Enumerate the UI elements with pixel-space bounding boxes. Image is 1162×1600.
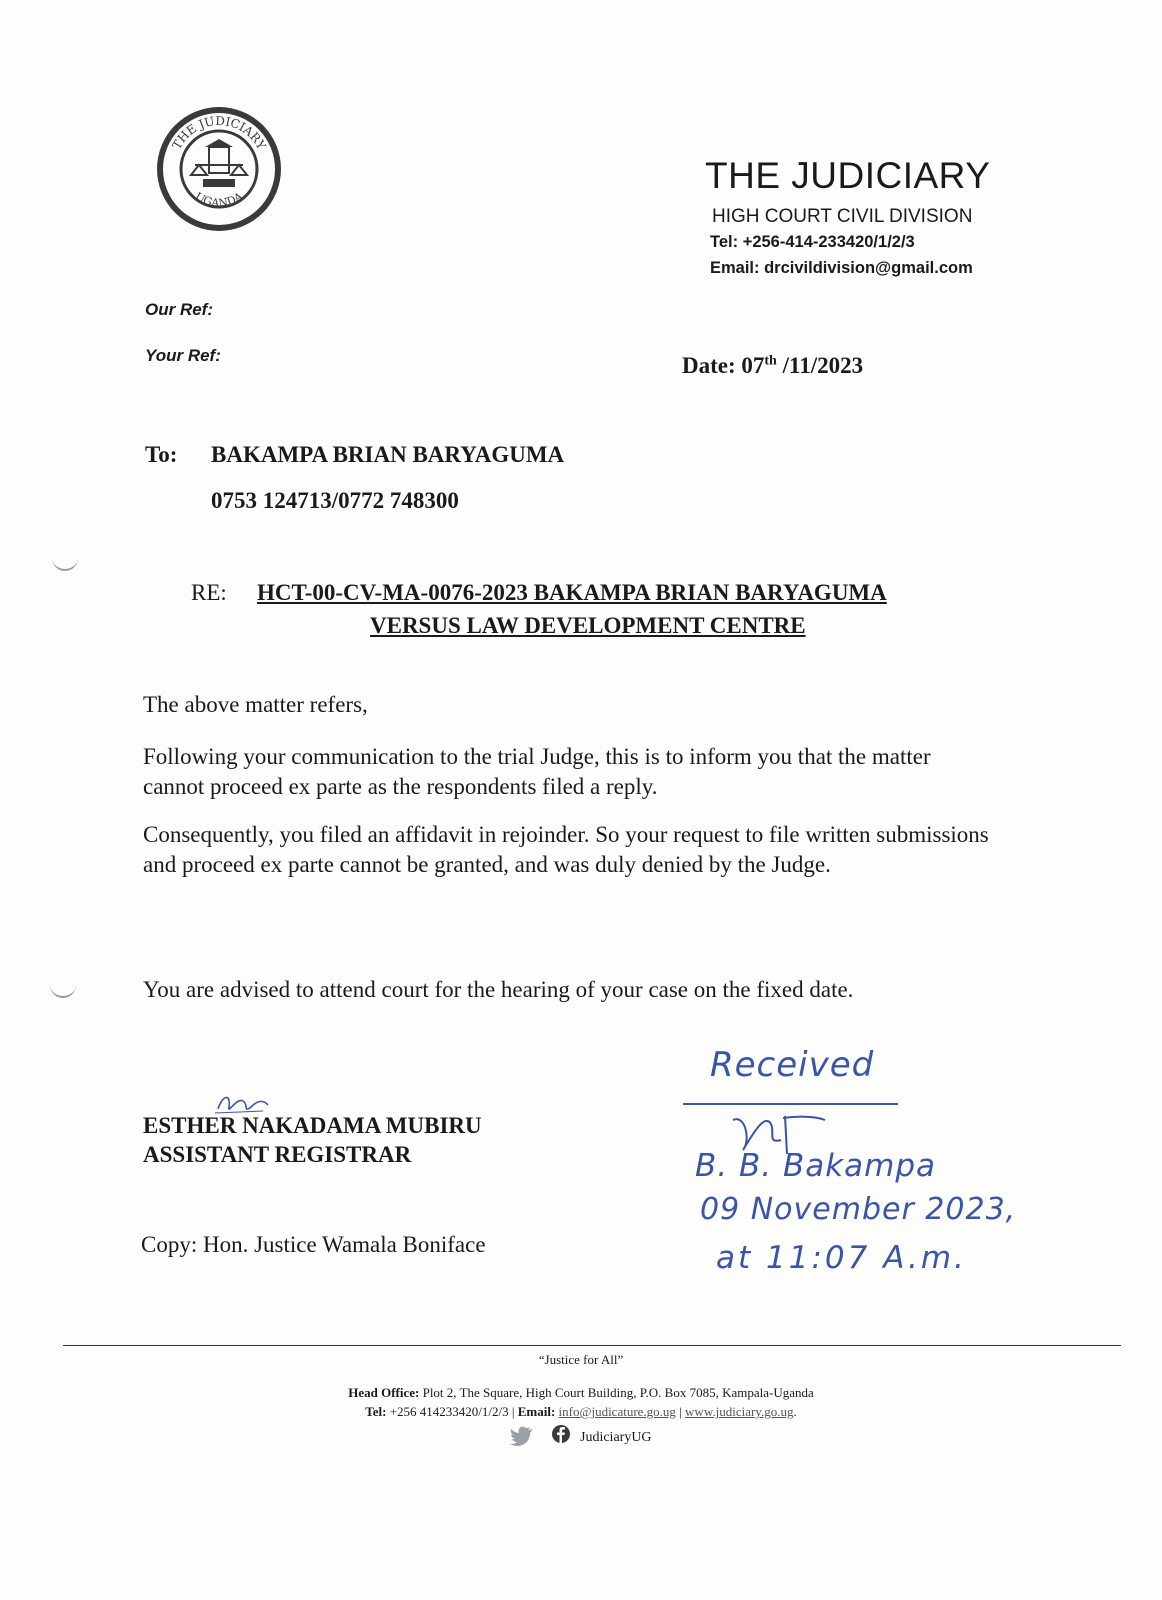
org-email: Email: drcivildivision@gmail.com <box>710 259 973 277</box>
footer-website-link[interactable]: www.judiciary.go.ug <box>685 1404 794 1419</box>
punch-mark <box>52 555 78 571</box>
handwritten-date: 09 November 2023, <box>700 1192 1017 1227</box>
org-telephone: Tel: +256-414-233420/1/2/3 <box>710 233 915 251</box>
twitter-icon[interactable] <box>510 1425 534 1447</box>
handwritten-time: at 11:07 A.m. <box>716 1240 967 1276</box>
judiciary-seal <box>155 105 283 233</box>
signatory-name: ESTHER NAKADAMA MUBIRU <box>143 1113 482 1138</box>
re-label: RE: <box>191 580 227 605</box>
punch-mark <box>50 982 76 998</box>
footer-email-link[interactable]: info@judicature.go.ug <box>558 1404 676 1419</box>
subject-line-2: VERSUS LAW DEVELOPMENT CENTRE <box>370 613 806 638</box>
recipient-name: BAKAMPA BRIAN BARYAGUMA <box>211 442 565 467</box>
handwritten-underline <box>683 1103 898 1105</box>
letter-date: Date: 07th /11/2023 <box>682 353 864 378</box>
footer-head-office: Head Office: Plot 2, The Square, High Court Building, P.O. Box 7085, Kampala-Uganda <box>348 1385 814 1400</box>
social-handle[interactable]: JudiciaryUG <box>580 1430 652 1445</box>
footer-divider <box>63 1345 1121 1346</box>
recipient-phone: 0753 124713/0772 748300 <box>211 488 459 513</box>
to-label: To: <box>145 442 178 467</box>
body-paragraph-3: Consequently, you filed an affidavit in rejoinder. So your request to file written submissions and proceed ex parte cannot be granted, and was duly denied by the Judge. <box>143 822 989 877</box>
body-paragraph-1: The above matter refers, <box>143 692 368 717</box>
body-paragraph-2: Following your communication to the trial Judge, this is to inform you that the matter cannot proceed ex parte as the respondents filed a reply. <box>143 744 931 799</box>
copy-line: Copy: Hon. Justice Wamala Boniface <box>141 1232 486 1257</box>
org-title: THE JUDICIARY <box>705 155 991 196</box>
body-paragraph-4: You are advised to attend court for the hearing of your case on the fixed date. <box>143 977 854 1002</box>
handwritten-name: B. B. Bakampa <box>695 1148 937 1184</box>
our-ref: Our Ref: <box>145 300 213 319</box>
signatory-title: ASSISTANT REGISTRAR <box>143 1142 412 1167</box>
footer-contacts: Tel: +256 414233420/1/2/3 | Email: info@judicature.go.ug | www.judiciary.go.ug. <box>365 1404 797 1419</box>
seal-bottom-text: UGANDA <box>192 189 246 210</box>
footer-motto: “Justice for All” <box>538 1352 624 1367</box>
facebook-icon[interactable] <box>552 1425 570 1443</box>
your-ref: Your Ref: <box>145 346 221 365</box>
handwritten-received: Received <box>710 1045 875 1085</box>
org-division: HIGH COURT CIVIL DIVISION <box>712 206 973 227</box>
subject-line-1: HCT-00-CV-MA-0076-2023 BAKAMPA BRIAN BARYAGUMA <box>257 580 887 605</box>
seal-top-text: THE JUDICIARY <box>169 113 269 152</box>
